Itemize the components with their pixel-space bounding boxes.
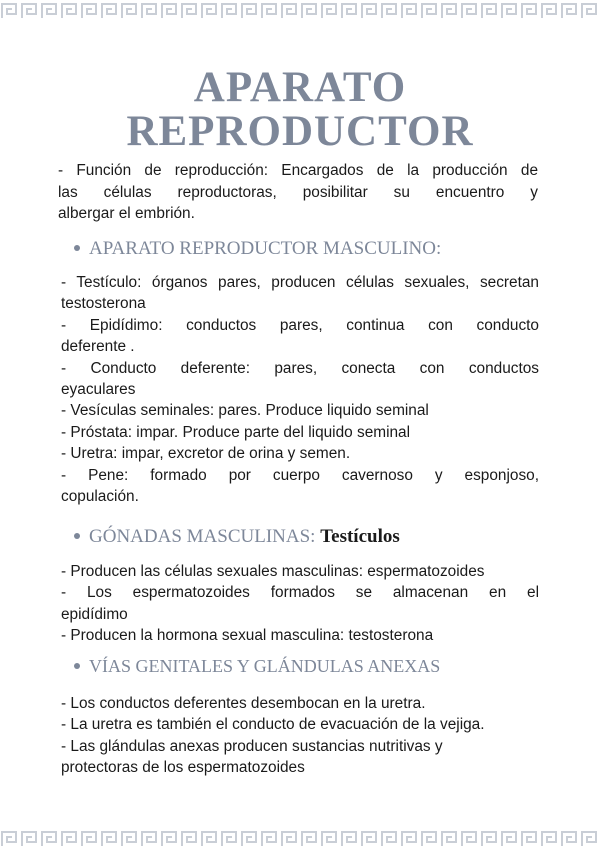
list-item: - Pene: formado por cuerpo cavernoso y esponjoso, copulación. — [61, 466, 539, 506]
bullet-icon — [74, 245, 80, 251]
list-gonadas — [61, 561, 539, 647]
section-heading-vias: VÍAS GENITALES Y GLÁNDULAS ANEXAS — [74, 656, 440, 677]
list-item: - Epidídimo: conductos pares, continua con conducto deferente . — [61, 316, 539, 356]
list-item: - Los conductos deferentes desembocan en la uretra. — [61, 695, 426, 712]
bullet-icon — [74, 663, 80, 669]
bottom-border-pattern — [0, 828, 600, 848]
list-item: - La uretra es también el conducto de evacuación de la vejiga. — [61, 716, 485, 734]
list-item: - Conducto deferente: pares, conecta con conductos eyaculares — [61, 359, 539, 399]
list-item: - Vesículas seminales: pares. Produce liquido seminal — [61, 402, 429, 420]
bullet-icon — [74, 533, 80, 539]
list-item: - Testículo: órganos pares, producen células sexuales, secretan testosterona — [61, 274, 539, 313]
title-line-1: APARATO — [193, 64, 407, 111]
title-line-2: REPRODUCTOR — [126, 108, 474, 155]
list-item: - Producen las células sexuales masculinas: espermatozoides — [61, 563, 485, 580]
list-item: - Próstata: impar. Produce parte del liquido seminal — [61, 423, 411, 441]
page-title — [0, 66, 600, 154]
list-item: - Las glándulas anexas producen sustancias nutritivas y protectoras de los espermatozoides — [61, 737, 443, 777]
intro-paragraph — [58, 160, 538, 225]
section-heading-masculino: APARATO REPRODUCTOR MASCULINO: — [74, 238, 441, 260]
intro-line: albergar el embrión. — [58, 205, 195, 222]
list-item: - Los espermatozoides formados se almacenan en el epidídimo — [61, 584, 539, 623]
list-item: - Producen la hormona sexual masculina: testosterona — [61, 627, 434, 645]
top-border-pattern — [0, 0, 600, 20]
intro-line: - Función de reproducción: Encargados de la producción de — [58, 162, 538, 179]
intro-line: las células reproductoras, posibilitar su encuentro y — [58, 183, 538, 201]
list-vias — [61, 693, 539, 779]
list-masculino — [61, 272, 539, 507]
list-item: - Uretra: impar, excretor de orina y semen. — [61, 445, 351, 463]
section-heading-gonadas: GÓNADAS MASCULINAS: Testículos — [74, 526, 400, 548]
